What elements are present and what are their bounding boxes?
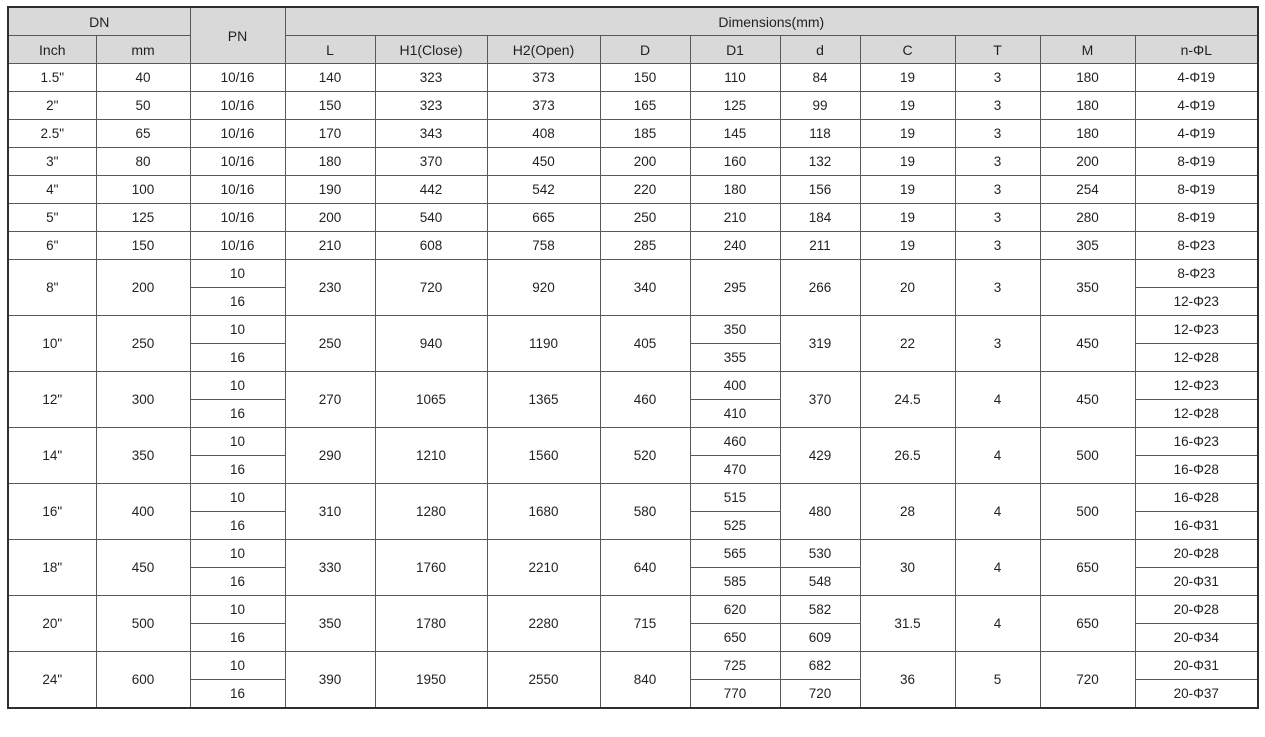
cell-H1: 1210 xyxy=(375,428,487,484)
cell-D1: 125 xyxy=(690,92,780,120)
cell-n: 8-Φ23 xyxy=(1135,232,1258,260)
cell-D1: 110 xyxy=(690,64,780,92)
cell-pn: 16 xyxy=(190,680,285,709)
cell-pn: 16 xyxy=(190,512,285,540)
cell-d: 429 xyxy=(780,428,860,484)
cell-n: 20-Φ28 xyxy=(1135,596,1258,624)
cell-T: 4 xyxy=(955,428,1040,484)
cell-H1: 323 xyxy=(375,92,487,120)
cell-T: 4 xyxy=(955,540,1040,596)
header-col-H2: H2(Open) xyxy=(487,36,600,64)
table-body xyxy=(8,64,1258,709)
cell-n: 4-Φ19 xyxy=(1135,120,1258,148)
cell-D: 200 xyxy=(600,148,690,176)
cell-L: 180 xyxy=(285,148,375,176)
cell-D1: 525 xyxy=(690,512,780,540)
cell-mm: 350 xyxy=(96,428,190,484)
table-row xyxy=(8,120,1258,148)
cell-D: 150 xyxy=(600,64,690,92)
cell-D: 840 xyxy=(600,652,690,709)
cell-pn: 16 xyxy=(190,344,285,372)
table-row xyxy=(8,316,1258,344)
cell-C: 19 xyxy=(860,64,955,92)
cell-d: 480 xyxy=(780,484,860,540)
cell-H2: 373 xyxy=(487,64,600,92)
header-dn: DN xyxy=(8,7,190,36)
cell-pn: 16 xyxy=(190,624,285,652)
cell-H2: 450 xyxy=(487,148,600,176)
cell-T: 3 xyxy=(955,148,1040,176)
cell-mm: 150 xyxy=(96,232,190,260)
cell-L: 290 xyxy=(285,428,375,484)
cell-T: 4 xyxy=(955,372,1040,428)
cell-pn: 16 xyxy=(190,288,285,316)
cell-C: 30 xyxy=(860,540,955,596)
cell-D: 185 xyxy=(600,120,690,148)
cell-H1: 720 xyxy=(375,260,487,316)
cell-C: 26.5 xyxy=(860,428,955,484)
cell-H2: 2210 xyxy=(487,540,600,596)
cell-D: 340 xyxy=(600,260,690,316)
cell-C: 19 xyxy=(860,204,955,232)
cell-L: 150 xyxy=(285,92,375,120)
table-row xyxy=(8,372,1258,400)
cell-d: 84 xyxy=(780,64,860,92)
cell-D: 520 xyxy=(600,428,690,484)
table-row xyxy=(8,260,1258,288)
cell-T: 3 xyxy=(955,64,1040,92)
table-row xyxy=(8,148,1258,176)
header-dimensions: Dimensions(mm) xyxy=(285,7,1258,36)
cell-pn: 10/16 xyxy=(190,148,285,176)
cell-D1: 240 xyxy=(690,232,780,260)
cell-D1: 725 xyxy=(690,652,780,680)
cell-L: 210 xyxy=(285,232,375,260)
cell-D1: 355 xyxy=(690,344,780,372)
cell-C: 19 xyxy=(860,176,955,204)
cell-n: 16-Φ23 xyxy=(1135,428,1258,456)
cell-inch: 2.5" xyxy=(8,120,96,148)
cell-inch: 1.5" xyxy=(8,64,96,92)
cell-T: 3 xyxy=(955,204,1040,232)
cell-d: 132 xyxy=(780,148,860,176)
cell-T: 3 xyxy=(955,316,1040,372)
cell-H2: 373 xyxy=(487,92,600,120)
cell-pn: 10/16 xyxy=(190,204,285,232)
cell-pn: 10 xyxy=(190,428,285,456)
cell-D1: 210 xyxy=(690,204,780,232)
cell-M: 180 xyxy=(1040,120,1135,148)
cell-d: 266 xyxy=(780,260,860,316)
cell-C: 36 xyxy=(860,652,955,709)
cell-n: 8-Φ19 xyxy=(1135,148,1258,176)
cell-D1: 585 xyxy=(690,568,780,596)
cell-D1: 770 xyxy=(690,680,780,709)
header-col-H1: H1(Close) xyxy=(375,36,487,64)
cell-T: 3 xyxy=(955,120,1040,148)
cell-M: 650 xyxy=(1040,596,1135,652)
cell-mm: 200 xyxy=(96,260,190,316)
cell-n: 12-Φ23 xyxy=(1135,372,1258,400)
cell-mm: 65 xyxy=(96,120,190,148)
cell-inch: 10" xyxy=(8,316,96,372)
cell-mm: 400 xyxy=(96,484,190,540)
cell-C: 28 xyxy=(860,484,955,540)
header-inch: Inch xyxy=(8,36,96,64)
cell-pn: 10/16 xyxy=(190,64,285,92)
cell-L: 310 xyxy=(285,484,375,540)
cell-L: 200 xyxy=(285,204,375,232)
cell-D1: 400 xyxy=(690,372,780,400)
cell-M: 280 xyxy=(1040,204,1135,232)
cell-H2: 2550 xyxy=(487,652,600,709)
cell-C: 19 xyxy=(860,120,955,148)
cell-M: 180 xyxy=(1040,92,1135,120)
cell-T: 5 xyxy=(955,652,1040,709)
cell-M: 650 xyxy=(1040,540,1135,596)
cell-n: 20-Φ31 xyxy=(1135,652,1258,680)
cell-n: 4-Φ19 xyxy=(1135,64,1258,92)
header-row-1 xyxy=(8,7,1258,36)
cell-d: 319 xyxy=(780,316,860,372)
cell-D1: 650 xyxy=(690,624,780,652)
cell-pn: 16 xyxy=(190,456,285,484)
cell-T: 4 xyxy=(955,484,1040,540)
cell-inch: 5" xyxy=(8,204,96,232)
cell-inch: 8" xyxy=(8,260,96,316)
cell-inch: 18" xyxy=(8,540,96,596)
cell-inch: 14" xyxy=(8,428,96,484)
cell-D1: 620 xyxy=(690,596,780,624)
cell-H2: 1680 xyxy=(487,484,600,540)
cell-inch: 20" xyxy=(8,596,96,652)
table-row xyxy=(8,652,1258,680)
table-row xyxy=(8,64,1258,92)
cell-H2: 920 xyxy=(487,260,600,316)
cell-mm: 300 xyxy=(96,372,190,428)
cell-n: 16-Φ31 xyxy=(1135,512,1258,540)
cell-T: 4 xyxy=(955,596,1040,652)
cell-C: 19 xyxy=(860,148,955,176)
cell-d: 211 xyxy=(780,232,860,260)
cell-H1: 608 xyxy=(375,232,487,260)
header-pn: PN xyxy=(190,7,285,64)
header-col-nPhiL: n-ΦL xyxy=(1135,36,1258,64)
cell-d: 682 xyxy=(780,652,860,680)
header-col-D1: D1 xyxy=(690,36,780,64)
cell-H1: 1760 xyxy=(375,540,487,596)
cell-n: 12-Φ28 xyxy=(1135,344,1258,372)
cell-T: 3 xyxy=(955,92,1040,120)
cell-inch: 3" xyxy=(8,148,96,176)
cell-H2: 758 xyxy=(487,232,600,260)
cell-d: 720 xyxy=(780,680,860,709)
cell-n: 12-Φ28 xyxy=(1135,400,1258,428)
cell-T: 3 xyxy=(955,176,1040,204)
cell-n: 20-Φ28 xyxy=(1135,540,1258,568)
cell-d: 370 xyxy=(780,372,860,428)
cell-H1: 540 xyxy=(375,204,487,232)
cell-D: 460 xyxy=(600,372,690,428)
cell-n: 20-Φ37 xyxy=(1135,680,1258,709)
cell-M: 450 xyxy=(1040,316,1135,372)
cell-H1: 370 xyxy=(375,148,487,176)
cell-L: 390 xyxy=(285,652,375,709)
header-col-d: d xyxy=(780,36,860,64)
cell-L: 190 xyxy=(285,176,375,204)
cell-D1: 160 xyxy=(690,148,780,176)
table-row xyxy=(8,232,1258,260)
cell-C: 24.5 xyxy=(860,372,955,428)
header-mm: mm xyxy=(96,36,190,64)
table-row xyxy=(8,484,1258,512)
dimensions-table xyxy=(7,6,1259,709)
cell-mm: 40 xyxy=(96,64,190,92)
cell-pn: 10/16 xyxy=(190,176,285,204)
cell-C: 31.5 xyxy=(860,596,955,652)
cell-L: 250 xyxy=(285,316,375,372)
cell-D: 640 xyxy=(600,540,690,596)
cell-H2: 408 xyxy=(487,120,600,148)
cell-n: 8-Φ19 xyxy=(1135,204,1258,232)
cell-M: 180 xyxy=(1040,64,1135,92)
cell-inch: 4" xyxy=(8,176,96,204)
cell-n: 20-Φ31 xyxy=(1135,568,1258,596)
cell-C: 22 xyxy=(860,316,955,372)
cell-mm: 50 xyxy=(96,92,190,120)
cell-mm: 500 xyxy=(96,596,190,652)
cell-H1: 1950 xyxy=(375,652,487,709)
cell-M: 450 xyxy=(1040,372,1135,428)
cell-n: 12-Φ23 xyxy=(1135,316,1258,344)
cell-D1: 515 xyxy=(690,484,780,512)
header-col-C: C xyxy=(860,36,955,64)
cell-M: 200 xyxy=(1040,148,1135,176)
table-row xyxy=(8,204,1258,232)
cell-L: 230 xyxy=(285,260,375,316)
cell-C: 19 xyxy=(860,92,955,120)
cell-H1: 442 xyxy=(375,176,487,204)
cell-pn: 10/16 xyxy=(190,120,285,148)
cell-pn: 10/16 xyxy=(190,232,285,260)
cell-L: 140 xyxy=(285,64,375,92)
header-col-D: D xyxy=(600,36,690,64)
cell-pn: 16 xyxy=(190,568,285,596)
cell-H2: 1190 xyxy=(487,316,600,372)
cell-n: 8-Φ23 xyxy=(1135,260,1258,288)
cell-H1: 1780 xyxy=(375,596,487,652)
cell-D1: 145 xyxy=(690,120,780,148)
cell-D: 220 xyxy=(600,176,690,204)
table-row xyxy=(8,92,1258,120)
cell-d: 156 xyxy=(780,176,860,204)
cell-pn: 10 xyxy=(190,540,285,568)
cell-H2: 1560 xyxy=(487,428,600,484)
cell-mm: 250 xyxy=(96,316,190,372)
cell-C: 20 xyxy=(860,260,955,316)
cell-pn: 10 xyxy=(190,372,285,400)
cell-n: 16-Φ28 xyxy=(1135,456,1258,484)
cell-inch: 16" xyxy=(8,484,96,540)
cell-D: 405 xyxy=(600,316,690,372)
cell-H2: 2280 xyxy=(487,596,600,652)
cell-pn: 10/16 xyxy=(190,92,285,120)
cell-M: 720 xyxy=(1040,652,1135,709)
cell-d: 184 xyxy=(780,204,860,232)
cell-T: 3 xyxy=(955,260,1040,316)
cell-n: 4-Φ19 xyxy=(1135,92,1258,120)
header-col-L: L xyxy=(285,36,375,64)
cell-inch: 6" xyxy=(8,232,96,260)
cell-D: 580 xyxy=(600,484,690,540)
cell-H1: 1280 xyxy=(375,484,487,540)
cell-n: 12-Φ23 xyxy=(1135,288,1258,316)
cell-d: 548 xyxy=(780,568,860,596)
cell-D1: 460 xyxy=(690,428,780,456)
cell-M: 350 xyxy=(1040,260,1135,316)
cell-d: 99 xyxy=(780,92,860,120)
cell-D1: 470 xyxy=(690,456,780,484)
cell-inch: 12" xyxy=(8,372,96,428)
cell-L: 350 xyxy=(285,596,375,652)
cell-pn: 10 xyxy=(190,316,285,344)
cell-pn: 10 xyxy=(190,484,285,512)
cell-mm: 100 xyxy=(96,176,190,204)
cell-pn: 10 xyxy=(190,596,285,624)
cell-inch: 2" xyxy=(8,92,96,120)
cell-L: 330 xyxy=(285,540,375,596)
cell-D1: 565 xyxy=(690,540,780,568)
cell-pn: 10 xyxy=(190,652,285,680)
cell-d: 530 xyxy=(780,540,860,568)
cell-n: 20-Φ34 xyxy=(1135,624,1258,652)
cell-D: 165 xyxy=(600,92,690,120)
cell-mm: 450 xyxy=(96,540,190,596)
cell-H1: 1065 xyxy=(375,372,487,428)
cell-L: 170 xyxy=(285,120,375,148)
cell-H2: 1365 xyxy=(487,372,600,428)
table-row xyxy=(8,540,1258,568)
cell-n: 8-Φ19 xyxy=(1135,176,1258,204)
cell-H1: 343 xyxy=(375,120,487,148)
cell-mm: 80 xyxy=(96,148,190,176)
header-col-M: M xyxy=(1040,36,1135,64)
table-row xyxy=(8,176,1258,204)
cell-D: 285 xyxy=(600,232,690,260)
cell-d: 118 xyxy=(780,120,860,148)
table-row xyxy=(8,596,1258,624)
cell-M: 254 xyxy=(1040,176,1135,204)
cell-pn: 16 xyxy=(190,400,285,428)
cell-pn: 10 xyxy=(190,260,285,288)
cell-M: 305 xyxy=(1040,232,1135,260)
cell-H2: 665 xyxy=(487,204,600,232)
cell-C: 19 xyxy=(860,232,955,260)
cell-D1: 295 xyxy=(690,260,780,316)
cell-mm: 125 xyxy=(96,204,190,232)
cell-D: 715 xyxy=(600,596,690,652)
cell-H2: 542 xyxy=(487,176,600,204)
cell-n: 16-Φ28 xyxy=(1135,484,1258,512)
cell-D1: 180 xyxy=(690,176,780,204)
cell-T: 3 xyxy=(955,232,1040,260)
cell-d: 609 xyxy=(780,624,860,652)
cell-H1: 323 xyxy=(375,64,487,92)
cell-mm: 600 xyxy=(96,652,190,709)
cell-d: 582 xyxy=(780,596,860,624)
header-col-T: T xyxy=(955,36,1040,64)
cell-D1: 410 xyxy=(690,400,780,428)
cell-M: 500 xyxy=(1040,484,1135,540)
cell-D1: 350 xyxy=(690,316,780,344)
cell-D: 250 xyxy=(600,204,690,232)
table-row xyxy=(8,428,1258,456)
cell-H1: 940 xyxy=(375,316,487,372)
cell-M: 500 xyxy=(1040,428,1135,484)
table-header xyxy=(8,7,1258,64)
cell-inch: 24" xyxy=(8,652,96,709)
cell-L: 270 xyxy=(285,372,375,428)
